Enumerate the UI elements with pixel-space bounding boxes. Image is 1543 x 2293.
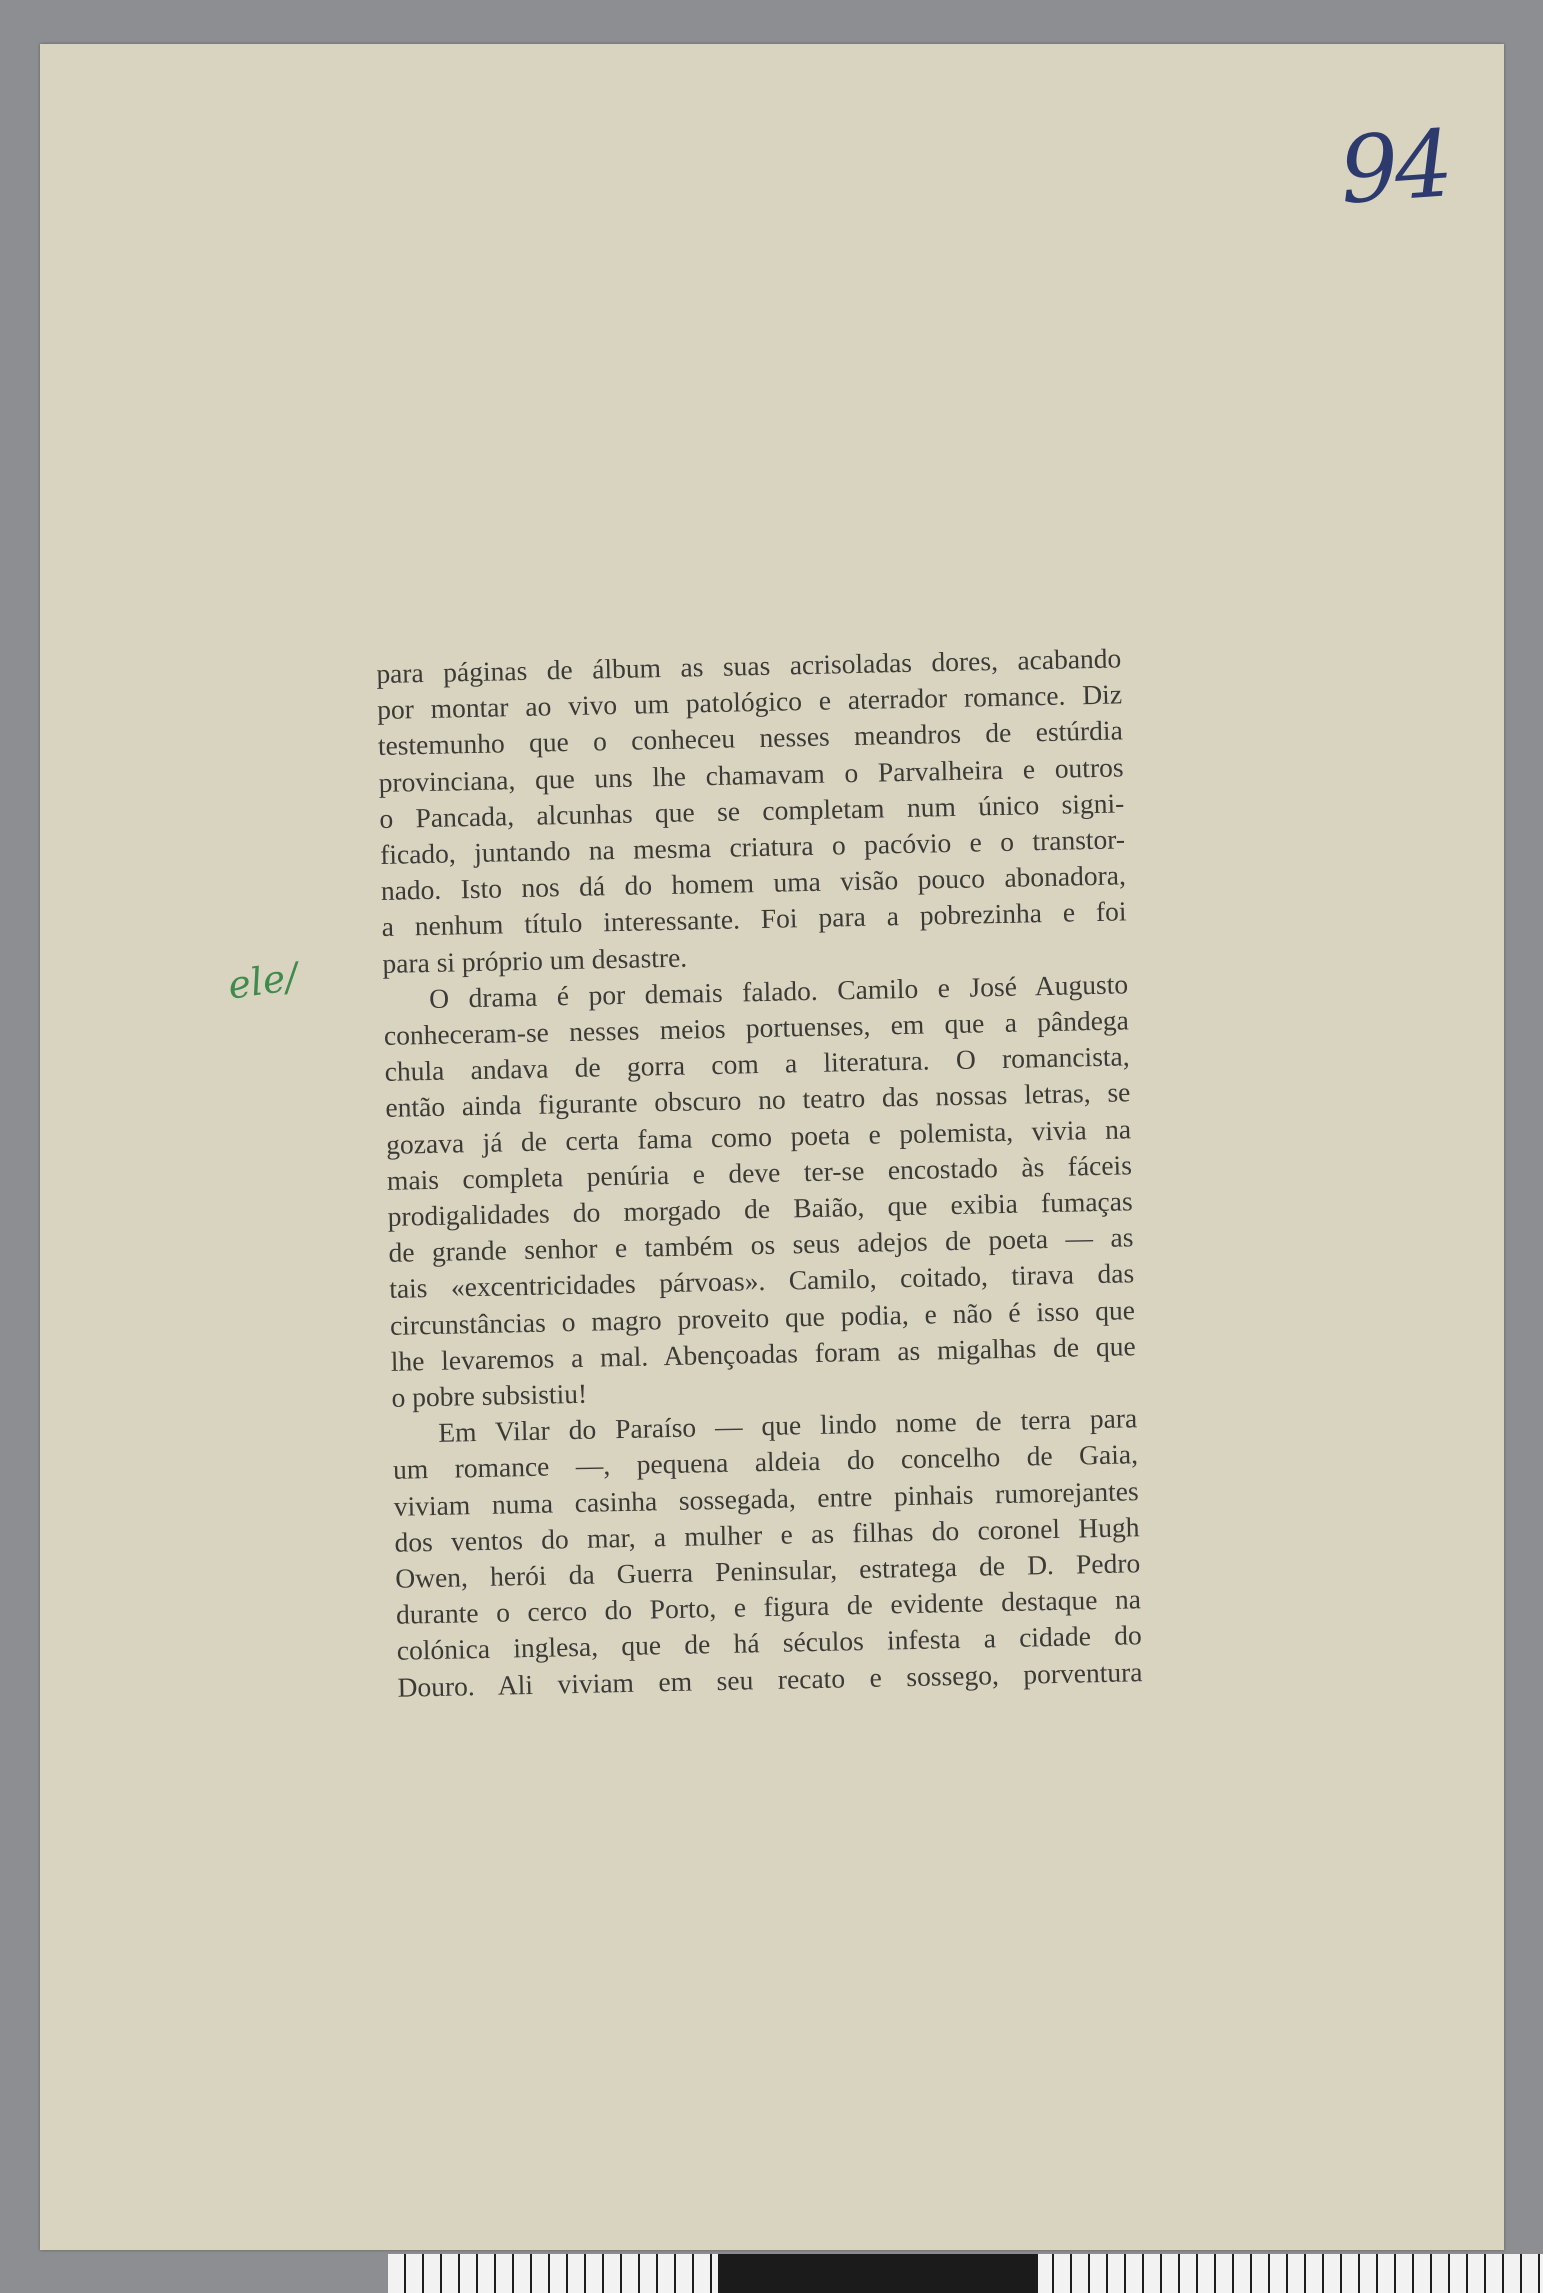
text-line: ficado, juntando na mesma criatura o pacóvio e o transtor- (379, 823, 1126, 870)
text-line: a nenhum título interessante. Foi para a pobrezinha e foi (381, 895, 1127, 943)
paragraph-3 (392, 1400, 1143, 1705)
text-line: um romance —, pequena aldeia do concelho de Gaia, (392, 1438, 1139, 1486)
text-line: conheceram-se nesses meios portuenses, em que a pândega (383, 1004, 1130, 1051)
text-line: de grande senhor e também os seus adejos de poeta — as (388, 1221, 1134, 1269)
paragraph-2 (383, 966, 1137, 1416)
text-line: o Pancada, alcunhas que se completam num único signi- (379, 787, 1125, 834)
handwritten-margin-note: ele/ (225, 954, 301, 1008)
text-line: para si próprio um desastre. (382, 941, 688, 979)
text-line: para páginas de álbum as suas acrisoladas dores, acabando (376, 642, 1122, 689)
scale-ruler (388, 2254, 1543, 2293)
text-line: viviam numa casinha sossegada, entre pinhais rumorejantes (393, 1474, 1139, 1522)
text-line: tais «excentricidades párvoas». Camilo, coitado, tirava das (388, 1257, 1135, 1305)
text-line: prodigalidades do morgado de Baião, que exibia fumaças (387, 1185, 1133, 1232)
text-line: Douro. Ali viviam em seu recato e sossego, porventura (397, 1655, 1143, 1703)
text-line: durante o cerco do Porto, e figura de evidente destaque na (395, 1583, 1142, 1631)
paragraph-1 (376, 640, 1128, 981)
text-line: dos ventos do mar, a mulher e as filhas do coronel Hugh (394, 1511, 1140, 1558)
text-line: então ainda figurante obscuro no teatro das nossas letras, se (385, 1076, 1131, 1124)
ruler-block (718, 2254, 1038, 2293)
text-line: provinciana, que uns lhe chamavam o Parvalheira e outros (378, 750, 1124, 798)
text-line: lhe levaremos a mal. Abençoadas foram as migalhas de que (390, 1330, 1136, 1377)
body-text (376, 640, 1143, 1705)
text-line: Owen, herói da Guerra Peninsular, estratega de D. Pedro (394, 1547, 1141, 1594)
text-line: chula andava de gorra com a literatura. O romancista, (384, 1040, 1130, 1088)
text-line: colónica inglesa, que de há séculos infesta a cidade do (396, 1619, 1142, 1667)
text-line: por montar ao vivo um patológico e aterrador romance. Diz (376, 678, 1123, 726)
text-line: gozava já de certa fama como poeta e polemista, vivia na (385, 1112, 1132, 1160)
text-line: o pobre subsistiu! (391, 1377, 588, 1413)
handwritten-page-number: 94 (1336, 110, 1453, 225)
text-line: O drama é por demais falado. Camilo e José Augusto (428, 968, 1129, 1014)
text-line: Em Vilar do Paraíso — que lindo nome de terra para (437, 1402, 1138, 1449)
text-line: nado. Isto nos dá do homem uma visão pouco abonadora, (380, 859, 1127, 907)
document-page (40, 44, 1504, 2250)
text-line: testemunho que o conheceu nesses meandros de estúrdia (377, 714, 1124, 762)
text-line: mais completa penúria e deve ter-se encostado às fáceis (386, 1149, 1133, 1196)
text-line: circunstâncias o magro proveito que podia, e não é isso que (389, 1293, 1136, 1341)
